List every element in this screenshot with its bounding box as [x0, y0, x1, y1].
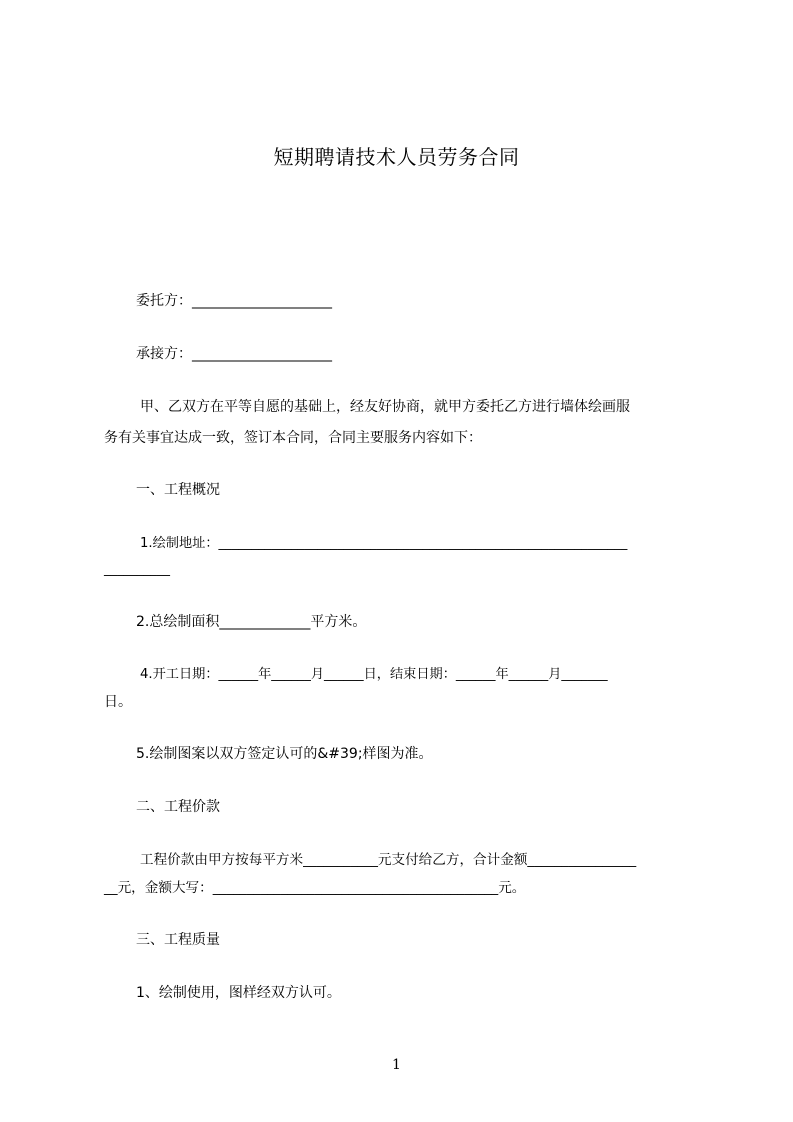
- item-pattern-basis: 5.绘制图案以双方签定认可的&#39;样图为准。: [136, 746, 433, 762]
- intro-line-1: 甲、乙双方在平等自愿的基础上，经友好协商，就甲方委托乙方进行墙体绘画服: [140, 399, 630, 415]
- price-line-1: 工程价款由甲方按每平方米___________元支付给乙方，合计金额________________: [140, 852, 637, 868]
- entrust-party-line: 委托方：____________________: [136, 293, 332, 309]
- quality-item-1: 1、绘制使用，图样经双方认可。: [136, 985, 341, 1001]
- page-number: 1: [392, 1057, 401, 1073]
- section-heading-overview: 一、工程概况: [136, 482, 220, 498]
- item-draw-address-continued: __________: [104, 562, 170, 577]
- document-title: 短期聘请技术人员劳务合同: [273, 145, 520, 169]
- contractor-party-line: 承接方：____________________: [136, 346, 332, 362]
- item-work-dates: 4.开工日期：______年______月______日，结束日期：______年______月_______: [140, 667, 608, 682]
- intro-line-2: 务有关事宜达成一致，签订本合同，合同主要服务内容如下：: [104, 430, 482, 446]
- item-work-dates-continued: 日。: [104, 694, 132, 710]
- price-line-2: __元，金额大写：__________________________________________元。: [104, 880, 526, 896]
- section-heading-price: 二、工程价款: [136, 799, 220, 815]
- item-total-area: 2.总绘制面积_____________平方米。: [136, 614, 367, 630]
- item-draw-address: 1.绘制地址：______________________________________________________________: [140, 536, 628, 551]
- section-heading-quality: 三、工程质量: [136, 932, 220, 948]
